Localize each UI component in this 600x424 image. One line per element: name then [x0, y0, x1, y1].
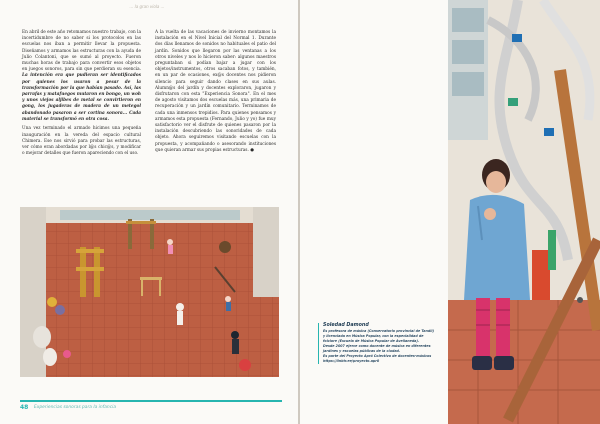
- bio-line: y licenciada en Música Popular, con la especialidad de: [323, 334, 424, 339]
- patio-illustration: [20, 207, 279, 377]
- bio-line: Es profesora de música (Conservatorio provincial de Tandil): [323, 329, 434, 334]
- highlighted-quote: La intención era que pudieran ser identificados por quienes los usaron a pesar de la transformación por la que habían pasado. Así, las parrafas y matafuegos mutaron en bongo, un woh y unos viejos aljibes de metal se convirtieron en gong, los jugaderas de madera de un metegol abandonado pasaron a ser cortina sonora... Cada material se transformó en otra cosa.: [22, 73, 141, 122]
- installation-text: A la vuelta de las vacaciones de invierno montamos la instalación en el Nivel Inicial del Normal 1. Durante dos días llenamos de sonidos no habituales el patio del jardín. Sonidos que llegaron por las ventanas a los otros niveles y nos lo hicieron saber: algunos maestros preguntaban si podían bajar a jugar con los objetos/instrumentos, otros sacaban fotos, y también, en un par de ocasiones, ex@s docentes nos pidieron silencio para seguir dando clases en sus aulas. Alumn@s del jardín y docentes exploraron, jugaron y disfrutaron con esta "Experiencia Sonora". En el mes de agosto visitamos dos escuelas más, una primaria de recuperación y un jardín comunitario. Terminamos de cada una inmensos trepidios. Para quienes pensamos y armamos esta propuesta (Fernando, Julio y yo) fue muy satisfactorio ver el disfrute de quienes pasaron por la instalación descubriendo las sonoridades de cada objeto. Ahora seguiremos visitando escuelas con la propuesta, y acompañando o asesorando instituciones que quieran armar sus propias estructuras.: [155, 30, 276, 153]
- footer-rule: [20, 400, 282, 402]
- child-illustration: [448, 0, 600, 424]
- bio-line: Desde 2007 ejerce como docente de música en diferentes: [323, 343, 431, 348]
- author-bio: [318, 323, 447, 364]
- bio-line: Es parte del Proyecto Apró Colectivo de docentes-músicos: [323, 353, 432, 358]
- paragraph-intro: [22, 30, 141, 123]
- bio-line: jardines y escuelas públicas de la ciudad.: [323, 348, 401, 353]
- publication-title: Experiencias sonoras para la infancia: [34, 405, 117, 410]
- bio-link: https://linktr.ee/proyecto.apr0: [323, 358, 380, 363]
- end-mark: ●: [250, 147, 254, 153]
- paragraph-installation: [155, 30, 276, 154]
- paragraph-inauguration: Una vez terminado el armado hicimos una pequeña inauguración en la vereda del espacio cultural Chimera. Ese nos sirvió para probar las estructuras, ver cómo eran abordadas por l@s chic@s, y modificar o mejorar detalles que fueron apareciendo con el uso.: [22, 126, 141, 157]
- text-column-left: [22, 30, 141, 161]
- author-bio-text: [323, 329, 447, 363]
- left-page: [0, 0, 298, 424]
- text-column-right: [155, 30, 276, 157]
- page-number: 48: [20, 404, 29, 411]
- author-name: Soledad Damond: [323, 323, 369, 328]
- bio-line: folclore (Escuela de Música Popular de Avellaneda).: [323, 339, 420, 343]
- running-head: ... la gran viola ...: [129, 4, 165, 9]
- page-footer: [20, 400, 282, 414]
- photo-patio-installation: [20, 207, 279, 377]
- photo-child-with-instrument: [448, 0, 600, 424]
- intro-text: En abril de este año retomamos nuestro trabajo, con la incertidumbre de no saber si los protocolos en las escuelas nos iban a permitir llevar la propuesta. Diseñamos y armamos las estructuras con la ayuda de Julio Colantoni, que se sumó al proyecto. Fueron muchas horas de trabajo para convertir esos objetos en juegos sonoros, para sin que perdieran su esencia.: [22, 30, 141, 73]
